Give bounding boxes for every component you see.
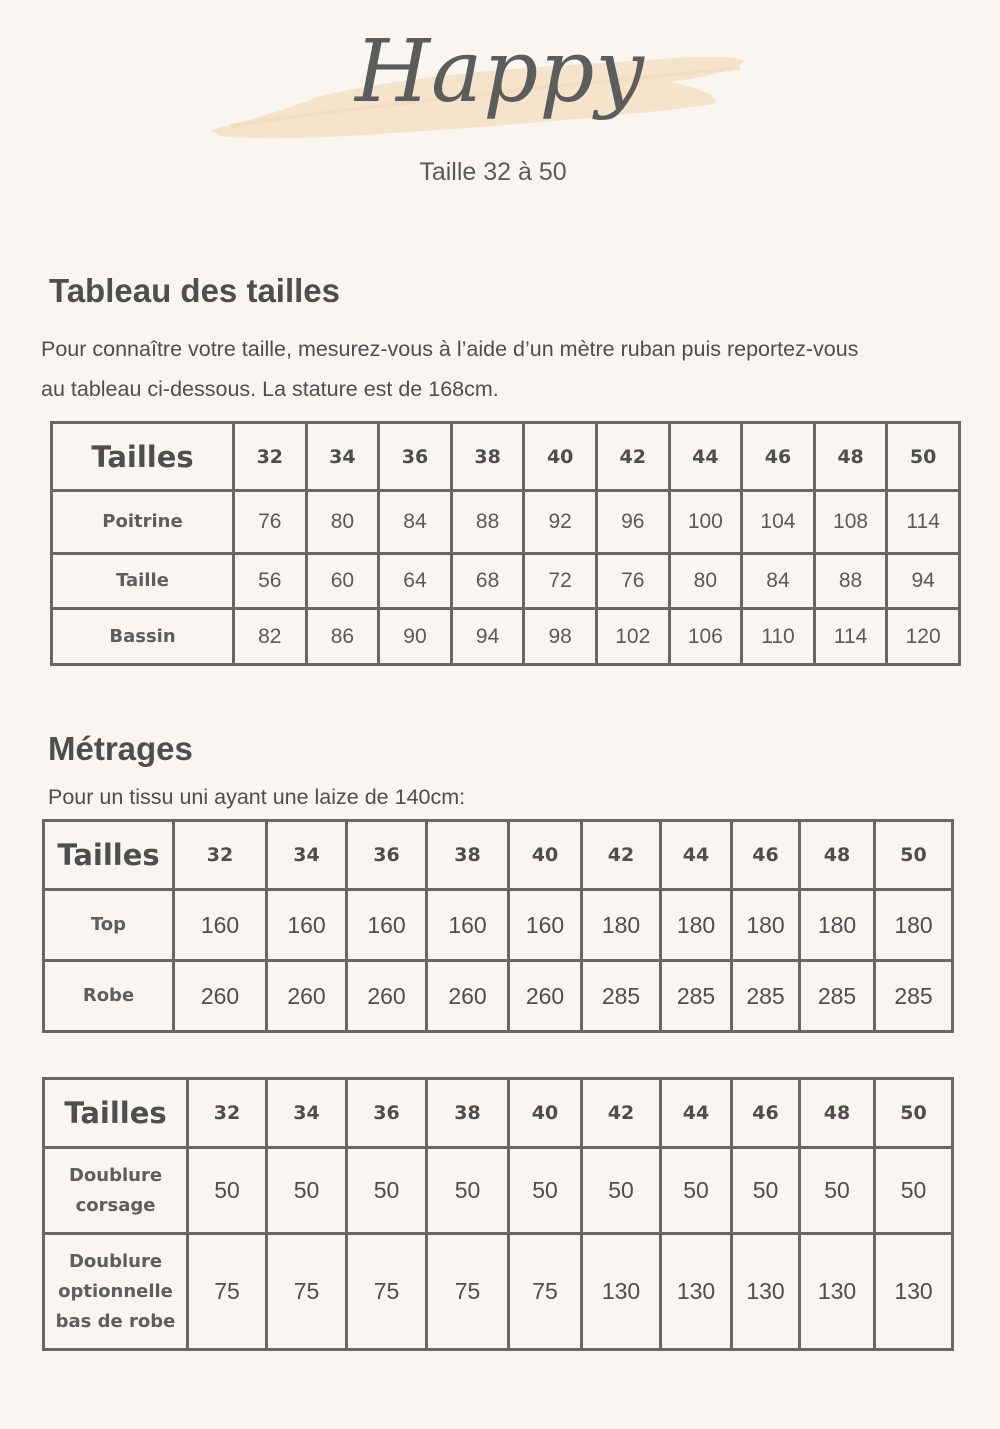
value-cell: 88 [814, 554, 887, 609]
value-cell: 160 [427, 890, 509, 961]
sizes-header-cell: Tailles [52, 423, 234, 491]
value-cell: 80 [669, 554, 742, 609]
row-label-line: Doublure [68, 1164, 163, 1186]
row-label: Taille [52, 554, 234, 609]
size-header-42: 42 [596, 423, 669, 491]
value-cell: 72 [524, 554, 597, 609]
value-cell: 56 [234, 554, 307, 609]
lining-header-row [44, 1079, 953, 1148]
value-cell: 96 [596, 491, 669, 554]
value-cell: 180 [582, 890, 661, 961]
value-cell: 114 [814, 609, 887, 665]
size-header-50: 50 [887, 423, 960, 491]
size-header-42: 42 [582, 821, 661, 890]
size-measurements-table [50, 421, 961, 666]
row-label-line: corsage [75, 1194, 156, 1216]
taille-row [52, 554, 960, 609]
doublure-corsage-row [44, 1148, 953, 1234]
value-cell: 285 [661, 961, 732, 1032]
value-cell: 75 [267, 1234, 347, 1350]
value-cell: 285 [732, 961, 800, 1032]
value-cell: 285 [582, 961, 661, 1032]
row-label: Top [44, 890, 174, 961]
robe-row [44, 961, 953, 1032]
value-cell: 75 [188, 1234, 267, 1350]
size-header-40: 40 [509, 821, 582, 890]
size-header-38: 38 [451, 423, 524, 491]
value-cell: 98 [524, 609, 597, 665]
value-cell: 260 [347, 961, 427, 1032]
value-cell: 50 [267, 1148, 347, 1234]
value-cell: 50 [661, 1148, 732, 1234]
row-label [44, 1234, 188, 1350]
size-header-40: 40 [524, 423, 597, 491]
value-cell: 88 [451, 491, 524, 554]
sizes-header-cell: Tailles [44, 1079, 188, 1148]
size-header-44: 44 [669, 423, 742, 491]
size-header-48: 48 [800, 821, 875, 890]
size-header-48: 48 [814, 423, 887, 491]
row-label: Poitrine [52, 491, 234, 554]
size-range-subtitle: Taille 32 à 50 [419, 158, 567, 186]
value-cell: 50 [347, 1148, 427, 1234]
value-cell: 120 [887, 609, 960, 665]
value-cell: 50 [732, 1148, 800, 1234]
yardage-header-row [44, 821, 953, 890]
value-cell: 130 [732, 1234, 800, 1350]
poitrine-row [52, 491, 960, 554]
value-cell: 160 [347, 890, 427, 961]
value-cell: 108 [814, 491, 887, 554]
value-cell: 130 [661, 1234, 732, 1350]
size-header-32: 32 [234, 423, 307, 491]
value-cell: 50 [875, 1148, 953, 1234]
value-cell: 84 [379, 491, 452, 554]
value-cell: 94 [451, 609, 524, 665]
value-cell: 114 [887, 491, 960, 554]
happy-logo: Happy [355, 22, 645, 122]
value-cell: 180 [661, 890, 732, 961]
size-header-44: 44 [661, 1079, 732, 1148]
value-cell: 50 [582, 1148, 661, 1234]
size-header-44: 44 [661, 821, 732, 890]
value-cell: 160 [267, 890, 347, 961]
yardage-intro: Pour un tissu uni ayant une laize de 140cm: [48, 785, 466, 809]
value-cell: 180 [732, 890, 800, 961]
row-label [44, 1148, 188, 1234]
value-cell: 80 [306, 491, 379, 554]
value-cell: 50 [188, 1148, 267, 1234]
value-cell: 260 [174, 961, 267, 1032]
value-cell: 180 [800, 890, 875, 961]
size-table-intro-line2: au tableau ci-dessous. La stature est de 168cm. [41, 377, 499, 401]
size-header-46: 46 [742, 423, 815, 491]
size-header-32: 32 [188, 1079, 267, 1148]
value-cell: 104 [742, 491, 815, 554]
top-row [44, 890, 953, 961]
value-cell: 260 [267, 961, 347, 1032]
row-label-line: optionnelle [58, 1280, 173, 1302]
size-header-38: 38 [427, 821, 509, 890]
size-header-38: 38 [427, 1079, 509, 1148]
yardage-title: Métrages [48, 730, 193, 767]
size-header-row [52, 423, 960, 491]
value-cell: 84 [742, 554, 815, 609]
size-header-46: 46 [732, 1079, 800, 1148]
value-cell: 285 [800, 961, 875, 1032]
size-header-34: 34 [267, 1079, 347, 1148]
row-label-line: Doublure [68, 1250, 163, 1272]
value-cell: 102 [596, 609, 669, 665]
value-cell: 260 [427, 961, 509, 1032]
value-cell: 260 [509, 961, 582, 1032]
size-header-36: 36 [347, 821, 427, 890]
size-header-50: 50 [875, 821, 953, 890]
size-header-32: 32 [174, 821, 267, 890]
value-cell: 160 [174, 890, 267, 961]
size-header-34: 34 [267, 821, 347, 890]
size-header-42: 42 [582, 1079, 661, 1148]
value-cell: 75 [427, 1234, 509, 1350]
size-header-34: 34 [306, 423, 379, 491]
value-cell: 160 [509, 890, 582, 961]
yardage-table [42, 819, 954, 1033]
value-cell: 75 [347, 1234, 427, 1350]
size-header-46: 46 [732, 821, 800, 890]
value-cell: 180 [875, 890, 953, 961]
size-header-48: 48 [800, 1079, 875, 1148]
sizes-header-cell: Tailles [44, 821, 174, 890]
value-cell: 106 [669, 609, 742, 665]
row-label-line: bas de robe [55, 1310, 176, 1332]
size-header-50: 50 [875, 1079, 953, 1148]
value-cell: 130 [582, 1234, 661, 1350]
value-cell: 90 [379, 609, 452, 665]
value-cell: 100 [669, 491, 742, 554]
size-table-title: Tableau des tailles [49, 272, 341, 309]
value-cell: 94 [887, 554, 960, 609]
value-cell: 110 [742, 609, 815, 665]
value-cell: 60 [306, 554, 379, 609]
size-header-36: 36 [347, 1079, 427, 1148]
value-cell: 130 [800, 1234, 875, 1350]
bassin-row [52, 609, 960, 665]
row-label: Robe [44, 961, 174, 1032]
value-cell: 76 [596, 554, 669, 609]
lining-table [42, 1077, 954, 1351]
value-cell: 82 [234, 609, 307, 665]
value-cell: 130 [875, 1234, 953, 1350]
value-cell: 285 [875, 961, 953, 1032]
value-cell: 76 [234, 491, 307, 554]
value-cell: 50 [509, 1148, 582, 1234]
size-header-36: 36 [379, 423, 452, 491]
doublure-optionnelle-row [44, 1234, 953, 1350]
row-label: Bassin [52, 609, 234, 665]
value-cell: 50 [800, 1148, 875, 1234]
size-header-40: 40 [509, 1079, 582, 1148]
value-cell: 75 [509, 1234, 582, 1350]
value-cell: 92 [524, 491, 597, 554]
value-cell: 68 [451, 554, 524, 609]
value-cell: 50 [427, 1148, 509, 1234]
value-cell: 86 [306, 609, 379, 665]
size-table-intro-line1: Pour connaître votre taille, mesurez-vous à l’aide d’un mètre ruban puis reportez-vous [41, 337, 859, 361]
value-cell: 64 [379, 554, 452, 609]
